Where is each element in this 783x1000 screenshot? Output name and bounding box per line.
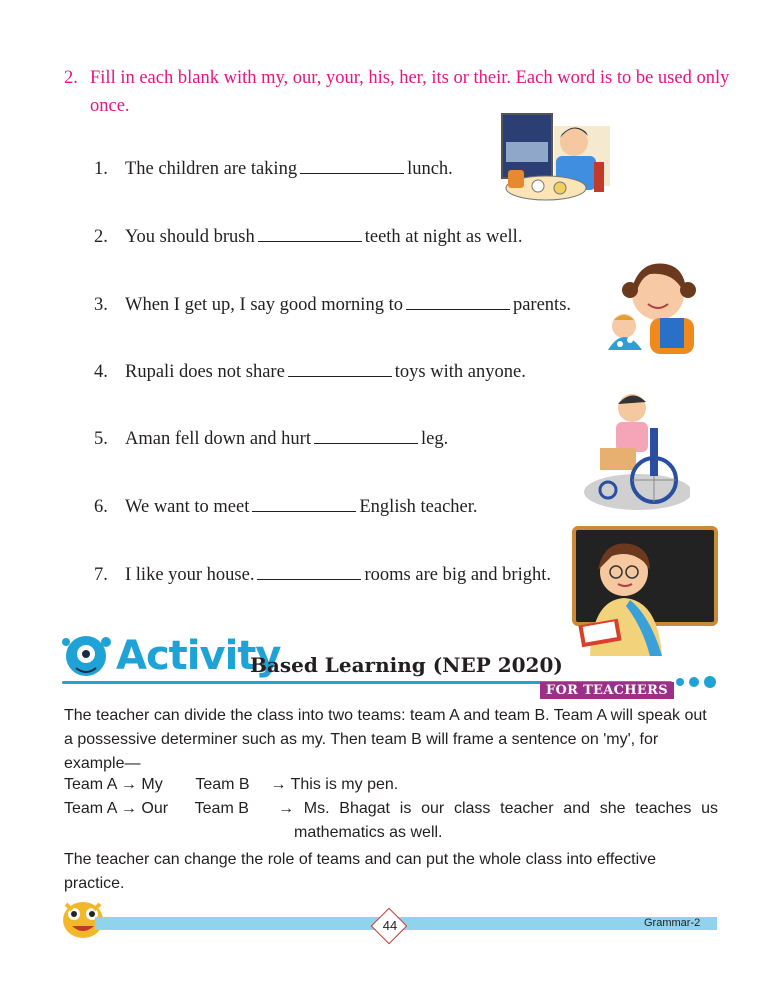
list-item [94,362,526,383]
monster-mascot-icon [62,632,116,682]
example-sentence: → This is my pen. [270,776,399,793]
list-item [94,295,571,316]
item-text-before: You should brush [125,227,255,247]
item-text-after: leg. [421,429,449,449]
list-item [94,565,551,586]
question-number: 2. [64,68,78,88]
item-text-before: Aman fell down and hurt [125,429,311,449]
team-b-label: Team B [195,776,250,793]
example-row [64,800,249,818]
fill-blank [257,565,361,580]
book-name: Grammar-2 [644,917,701,929]
example-row [64,776,398,794]
girl-with-doll-illustration [600,254,700,364]
activity-header [62,630,722,690]
item-number: 1. [94,159,108,179]
example-sentence-continued: mathematics as well. [294,824,443,841]
fill-blank [288,362,392,377]
item-text-after: lunch. [407,159,453,179]
item-text-after: teeth at night as well. [364,227,523,247]
item-number: 4. [94,362,108,382]
question-text: Fill in each blank with my, our, your, his, her, its or their. Each word is to be used only once. [90,68,730,116]
question-heading [64,64,744,120]
activity-closing: The teacher can change the role of teams and can put the whole class into effective practice. [64,851,657,892]
fill-blank [300,159,404,174]
item-text-after: toys with anyone. [394,362,526,382]
list-item [94,227,522,248]
fill-blank [252,497,356,512]
item-number: 5. [94,429,108,449]
activity-title: Activity [116,633,281,679]
activity-intro: The teacher can divide the class into two teams: team A and team B. Team A will speak out a possessive determiner such as my. Then team B will frame a sentence on 'my', for example— [64,707,707,772]
item-number: 7. [94,565,108,585]
footer-bar [95,917,717,930]
for-teachers-badge: FOR TEACHERS [540,682,674,699]
team-a-label: Team A → Our [64,800,169,817]
item-text-before: The children are taking [125,159,298,179]
team-b-label: Team B [194,800,249,817]
item-text-after: rooms are big and bright. [364,565,551,585]
item-number: 3. [94,295,108,315]
fill-blank [314,429,418,444]
list-item [94,497,478,518]
item-text-after: parents. [512,295,572,315]
list-item [94,429,448,450]
item-text-before: We want to meet [125,497,250,517]
boy-eating-illustration [494,112,610,208]
fill-blank [258,227,362,242]
activity-subtitle: Based Learning (NEP 2020) [250,653,563,677]
item-text-before: When I get up, I say good morning to [125,295,403,315]
fill-blank [406,295,510,310]
page-number: 44 [382,918,398,933]
decorative-dots-icon [674,675,722,689]
item-text-after: English teacher. [359,497,478,517]
team-a-label: Team A → My [64,776,163,793]
item-text-before: Rupali does not share [125,362,285,382]
item-number: 6. [94,497,108,517]
item-text-before: I like your house. [125,565,255,585]
item-number: 2. [94,227,108,247]
example-sentence: → Ms. Bhagat is our class teacher and she teaches us [278,800,718,817]
boy-in-wheelchair-illustration [578,388,690,514]
list-item [94,159,453,180]
